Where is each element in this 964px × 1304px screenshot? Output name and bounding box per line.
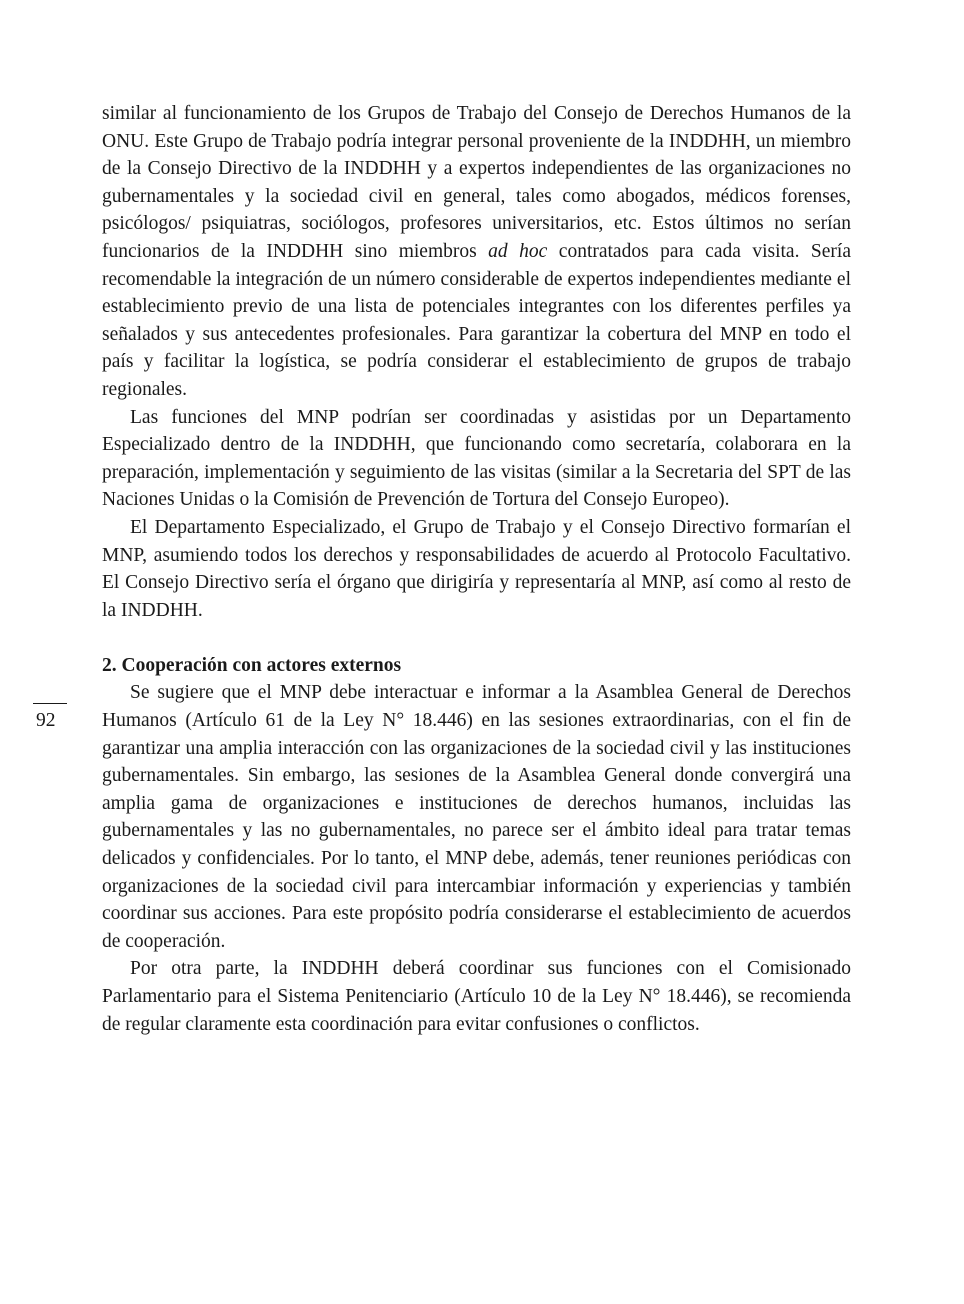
section-heading: 2. Cooperación con actores externos [102,654,402,676]
paragraph-text: similar al funcionamiento de los Grupos de Trabajo del Consejo de Derechos Humanos de la ONU. Este Grupo de Trabajo podría integrar personal proveniente de la INDDHH, un miembro de la Consejo Directivo de la INDDHH y a expertos independientes de las organizaciones no gubernamentales y la sociedad civil en general, tales como abogados, médicos forenses, psicólogos/ psiquiatras, sociólogos, profesores universitarios, etc. Estos últimos no serían funcionarios de la INDDHH sino miembros [102,103,851,262]
page-number-rule [33,703,67,704]
paragraph: El Departamento Especializado, el Grupo de Trabajo y el Consejo Directivo formarían el MNP, asumiendo todos los derechos y responsabilidades de acuerdo al Protocolo Facultativo. El Consejo Directivo sería el órgano que dirigiría y representaría al MNP, así como al resto de la INDDHH. [102,516,851,621]
paragraph-text: contratados para cada visita. Sería recomendable la integración de un número considerable de expertos independientes mediante el establecimiento previo de una lista de potenciales integrantes con los diferentes perfiles ya señalados y sus antecedentes profesionales. Para garantizar la cobertura del MNP en todo el país y facilitar la logística, se podría considerar el establecimiento de grupos de trabajo regionales. [102,240,852,400]
paragraph-continuation [102,100,851,404]
page-number: 92 [36,710,56,731]
body-text [102,100,851,1038]
paragraph: Las funciones del MNP podrían ser coordinadas y asistidas por un Departamento Especializado dentro de la INDDHH, que funcionando como secretaría, colaborara en la preparación, implementación y seguimiento de las visitas (similar a la Secretaria del SPT de las Naciones Unidas o la Comisión de Prevención de Tortura del Consejo Europeo). [102,406,851,511]
paragraph: Se sugiere que el MNP debe interactuar e informar a la Asamblea General de Derechos Humanos (Artículo 61 de la Ley N° 18.446) en las sesiones extraordinarias, con el fin de garantizar una amplia interacción con las organizaciones de la sociedad civil y las instituciones gubernamentales. Sin embargo, las sesiones de la Asamblea General donde convergirá una amplia gama de organizaciones e instituciones de derechos humanos, incluidas las gubernamentales y las no gubernamentales, no parece ser el ámbito ideal para tratar temas delicados y confidenciales. Por lo tanto, el MNP debe, además, tener reuniones periódicas con organizaciones de la sociedad civil para intercambiar información y experiencias y también coordinar sus acciones. Para este propósito podría considerarse el establecimiento de acuerdos de cooperación. [102,682,851,952]
paragraph: Por otra parte, la INDDHH deberá coordinar sus funciones con el Comisionado Parlamentario para el Sistema Penitenciario (Artículo 10 de la Ley N° 18.446), se recomienda de regular claramente esta coordinación para evitar confusiones o conflictos. [102,958,851,1035]
italic-term: ad hoc [488,240,548,262]
